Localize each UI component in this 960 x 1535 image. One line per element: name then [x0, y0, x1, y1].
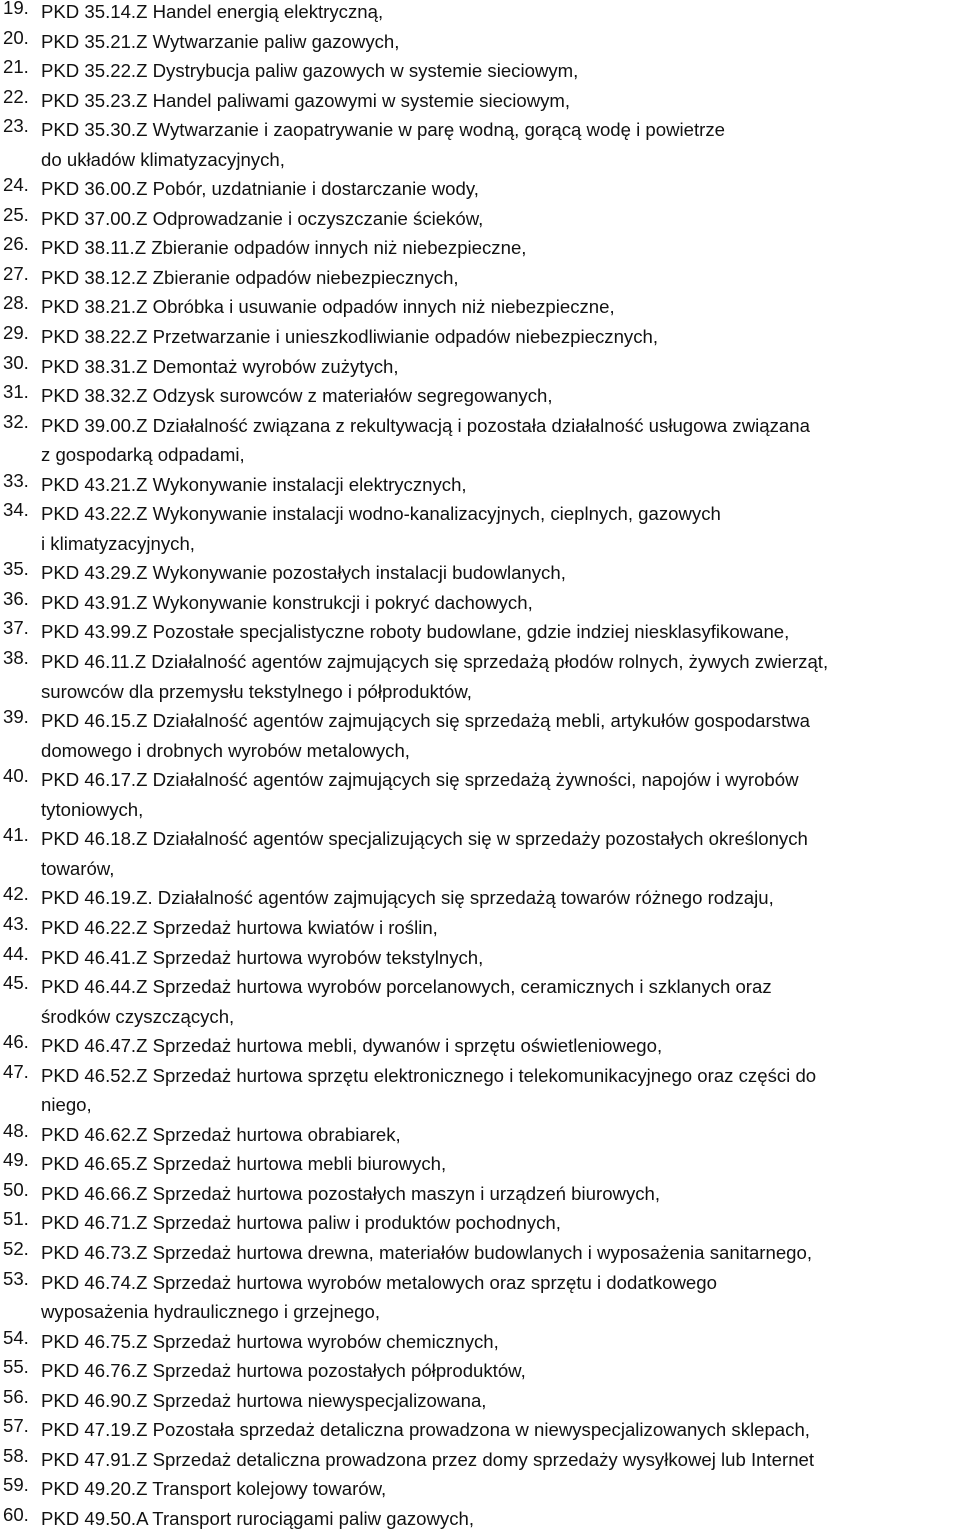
list-item-number: 54. — [3, 1326, 29, 1348]
list-item — [3, 1179, 958, 1209]
list-item-text — [41, 115, 958, 174]
list-item-text — [41, 913, 958, 943]
list-item — [3, 411, 958, 470]
list-item-text — [41, 1445, 958, 1475]
list-item-number: 46. — [3, 1031, 29, 1053]
list-item-number: 52. — [3, 1237, 29, 1259]
list-item — [3, 352, 958, 382]
list-item-text — [41, 1238, 958, 1268]
list-item-number: 27. — [3, 262, 29, 284]
pkd-entry-continuation-line: do układów klimatyzacyjnych, — [41, 148, 285, 170]
list-item-number: 57. — [3, 1415, 29, 1437]
list-item-number: 42. — [3, 883, 29, 905]
list-item — [3, 233, 958, 263]
pkd-entry-line: PKD 43.29.Z Wykonywanie pozostałych instalacji budowlanych, — [41, 562, 566, 584]
pkd-entry-line: PKD 46.76.Z Sprzedaż hurtowa pozostałych półproduktów, — [41, 1360, 526, 1382]
pkd-entry-line: PKD 46.22.Z Sprzedaż hurtowa kwiatów i roślin, — [41, 916, 438, 938]
list-item-text — [41, 1149, 958, 1179]
list-item-number: 58. — [3, 1444, 29, 1466]
list-item — [3, 1504, 958, 1534]
list-item — [3, 292, 958, 322]
list-item-text — [41, 352, 958, 382]
list-item-text — [41, 27, 958, 57]
list-item — [3, 617, 958, 647]
list-item — [3, 588, 958, 618]
pkd-entry-line: PKD 35.30.Z Wytwarzanie i zaopatrywanie w parę wodną, gorącą wodę i powietrze — [41, 119, 726, 141]
list-item-text — [41, 1327, 958, 1357]
list-item-text — [41, 765, 958, 824]
pkd-entry-line: PKD 47.19.Z Pozostała sprzedaż detaliczna prowadzona w niewyspecjalizowanych sklepach, — [41, 1419, 810, 1441]
pkd-entry-continuation-line: towarów, — [41, 857, 115, 879]
list-item-number: 21. — [3, 56, 29, 78]
list-item-number: 41. — [3, 824, 29, 846]
pkd-entry-line: PKD 46.73.Z Sprzedaż hurtowa drewna, materiałów budowlanych i wyposażenia sanitarnego, — [41, 1241, 813, 1263]
list-item-number: 28. — [3, 292, 29, 314]
list-item-text — [41, 1356, 958, 1386]
pkd-entry-line: PKD 43.99.Z Pozostałe specjalistyczne roboty budowlane, gdzie indziej niesklasyfikowane, — [41, 621, 790, 643]
pkd-entry-line: PKD 35.22.Z Dystrybucja paliw gazowych w systemie sieciowym, — [41, 60, 579, 82]
list-item — [3, 824, 958, 883]
list-item-number: 53. — [3, 1267, 29, 1289]
list-item — [3, 470, 958, 500]
pkd-entry-line: PKD 37.00.Z Odprowadzanie i oczyszczanie ścieków, — [41, 207, 484, 229]
list-item — [3, 1120, 958, 1150]
list-item-number: 20. — [3, 26, 29, 48]
pkd-entry-line: PKD 38.21.Z Obróbka i usuwanie odpadów innych niż niebezpieczne, — [41, 296, 615, 318]
pkd-entry-line: PKD 46.11.Z Działalność agentów zajmujących się sprzedażą płodów rolnych, żywych zwierząt, — [41, 651, 829, 673]
list-item-number: 32. — [3, 410, 29, 432]
list-item-number: 51. — [3, 1208, 29, 1230]
list-item-text — [41, 943, 958, 973]
list-item-text — [41, 972, 958, 1031]
list-item-text — [41, 1179, 958, 1209]
pkd-entry-line: PKD 38.11.Z Zbieranie odpadów innych niż niebezpieczne, — [41, 237, 527, 259]
pkd-entry-line: PKD 46.17.Z Działalność agentów zajmujących się sprzedażą żywności, napojów i wyrobów — [41, 769, 799, 791]
list-item-text — [41, 588, 958, 618]
list-item — [3, 86, 958, 116]
list-item-number: 47. — [3, 1060, 29, 1082]
list-item-number: 23. — [3, 115, 29, 137]
list-item-number: 55. — [3, 1356, 29, 1378]
pkd-entry-line: PKD 46.52.Z Sprzedaż hurtowa sprzętu elektronicznego i telekomunikacyjnego oraz części do — [41, 1064, 817, 1086]
pkd-entry-line: PKD 46.41.Z Sprzedaż hurtowa wyrobów tekstylnych, — [41, 946, 484, 968]
pkd-entry-line: PKD 35.23.Z Handel paliwami gazowymi w systemie sieciowym, — [41, 89, 571, 111]
list-item — [3, 204, 958, 234]
list-item — [3, 706, 958, 765]
list-item — [3, 1445, 958, 1475]
pkd-entry-line: PKD 43.22.Z Wykonywanie instalacji wodno-kanalizacyjnych, cieplnych, gazowych — [41, 503, 721, 525]
list-item — [3, 972, 958, 1031]
list-item — [3, 1268, 958, 1327]
pkd-entry-line: PKD 46.44.Z Sprzedaż hurtowa wyrobów porcelanowych, ceramicznych i szklanych oraz — [41, 976, 772, 998]
pkd-entry-continuation-line: z gospodarką odpadami, — [41, 444, 245, 466]
list-item — [3, 56, 958, 86]
list-item — [3, 1238, 958, 1268]
list-item-number: 60. — [3, 1503, 29, 1525]
list-item-text — [41, 56, 958, 86]
list-item — [3, 558, 958, 588]
list-item-text — [41, 1386, 958, 1416]
list-item — [3, 1386, 958, 1416]
list-item-text — [41, 86, 958, 116]
list-item-number: 39. — [3, 706, 29, 728]
list-item-number: 31. — [3, 381, 29, 403]
pkd-entry-continuation-line: surowców dla przemysłu tekstylnego i półproduktów, — [41, 680, 472, 702]
list-item-text — [41, 470, 958, 500]
list-item-text — [41, 0, 958, 27]
list-item-text — [41, 706, 958, 765]
list-item-text — [41, 1031, 958, 1061]
list-item — [3, 1208, 958, 1238]
pkd-entry-line: PKD 49.50.A Transport rurociągami paliw gazowych, — [41, 1507, 475, 1529]
list-item-text — [41, 233, 958, 263]
list-item-number: 49. — [3, 1149, 29, 1171]
list-item-number: 50. — [3, 1178, 29, 1200]
list-item-number: 33. — [3, 469, 29, 491]
list-item-text — [41, 322, 958, 352]
list-item-number: 35. — [3, 558, 29, 580]
pkd-entry-line: PKD 43.21.Z Wykonywanie instalacji elektrycznych, — [41, 473, 467, 495]
pkd-entry-continuation-line: tytoniowych, — [41, 798, 144, 820]
pkd-entry-continuation-line: i klimatyzacyjnych, — [41, 532, 195, 554]
list-item-number: 29. — [3, 322, 29, 344]
pkd-entry-line: PKD 38.22.Z Przetwarzanie i unieszkodliwianie odpadów niebezpiecznych, — [41, 326, 659, 348]
pkd-entry-line: PKD 47.91.Z Sprzedaż detaliczna prowadzona przez domy sprzedaży wysyłkowej lub Internet — [41, 1448, 815, 1470]
pkd-entry-line: PKD 46.65.Z Sprzedaż hurtowa mebli biurowych, — [41, 1153, 447, 1175]
pkd-entry-continuation-line: środków czyszczących, — [41, 1005, 235, 1027]
list-item — [3, 913, 958, 943]
list-item-number: 37. — [3, 617, 29, 639]
pkd-entry-line: PKD 38.12.Z Zbieranie odpadów niebezpiecznych, — [41, 266, 459, 288]
list-item — [3, 765, 958, 824]
pkd-entry-line: PKD 46.19.Z. Działalność agentów zajmujących się sprzedażą towarów różnego rodzaju, — [41, 887, 774, 909]
pkd-entry-line: PKD 49.20.Z Transport kolejowy towarów, — [41, 1478, 387, 1500]
pkd-entry-line: PKD 38.31.Z Demontaż wyrobów zużytych, — [41, 355, 399, 377]
list-item-number: 56. — [3, 1385, 29, 1407]
list-item-number: 22. — [3, 85, 29, 107]
list-item — [3, 943, 958, 973]
list-item-text — [41, 1061, 958, 1120]
pkd-entry-line: PKD 46.15.Z Działalność agentów zajmujących się sprzedażą mebli, artykułów gospodarstwa — [41, 710, 810, 732]
list-item-text — [41, 647, 958, 706]
list-item — [3, 27, 958, 57]
list-item-number: 30. — [3, 351, 29, 373]
pkd-entry-line: PKD 46.75.Z Sprzedaż hurtowa wyrobów chemicznych, — [41, 1330, 499, 1352]
list-item-text — [41, 1208, 958, 1238]
list-item-number: 43. — [3, 912, 29, 934]
list-item-text — [41, 174, 958, 204]
pkd-entry-continuation-line: domowego i drobnych wyrobów metalowych, — [41, 739, 410, 761]
list-item-text — [41, 1474, 958, 1504]
list-item — [3, 115, 958, 174]
pkd-entry-line: PKD 36.00.Z Pobór, uzdatnianie i dostarczanie wody, — [41, 178, 479, 200]
pkd-entry-line: PKD 46.90.Z Sprzedaż hurtowa niewyspecjalizowana, — [41, 1389, 487, 1411]
pkd-entry-line: PKD 46.71.Z Sprzedaż hurtowa paliw i produktów pochodnych, — [41, 1212, 561, 1234]
pkd-code-list — [3, 0, 958, 1533]
list-item-number: 45. — [3, 972, 29, 994]
list-item-number: 19. — [3, 0, 29, 18]
list-item — [3, 1415, 958, 1445]
list-item — [3, 1327, 958, 1357]
list-item — [3, 1061, 958, 1120]
list-item — [3, 263, 958, 293]
list-item — [3, 647, 958, 706]
list-item-text — [41, 1120, 958, 1150]
list-item-number: 34. — [3, 499, 29, 521]
list-item — [3, 1149, 958, 1179]
list-item-text — [41, 558, 958, 588]
list-item-text — [41, 1268, 958, 1327]
pkd-entry-line: PKD 43.91.Z Wykonywanie konstrukcji i pokryć dachowych, — [41, 591, 533, 613]
list-item-text — [41, 617, 958, 647]
list-item — [3, 1031, 958, 1061]
list-item-text — [41, 204, 958, 234]
pkd-entry-line: PKD 35.14.Z Handel energią elektryczną, — [41, 1, 384, 22]
pkd-entry-line: PKD 39.00.Z Działalność związana z rekultywacją i pozostała działalność usługowa związana — [41, 414, 810, 436]
list-item — [3, 1474, 958, 1504]
list-item-number: 38. — [3, 647, 29, 669]
pkd-entry-continuation-line: niego, — [41, 1094, 92, 1116]
list-item-text — [41, 499, 958, 558]
list-item — [3, 381, 958, 411]
list-item — [3, 1356, 958, 1386]
pkd-entry-line: PKD 35.21.Z Wytwarzanie paliw gazowych, — [41, 30, 400, 52]
pkd-entry-line: PKD 46.18.Z Działalność agentów specjalizujących się w sprzedaży pozostałych określonych — [41, 828, 808, 850]
list-item-text — [41, 1415, 958, 1445]
list-item-text — [41, 411, 958, 470]
list-item — [3, 499, 958, 558]
list-item-number: 36. — [3, 587, 29, 609]
list-item — [3, 0, 958, 27]
list-item-text — [41, 824, 958, 883]
list-item-text — [41, 1504, 958, 1534]
list-item — [3, 883, 958, 913]
pkd-entry-line: PKD 38.32.Z Odzysk surowców z materiałów segregowanych, — [41, 385, 553, 407]
list-item-number: 48. — [3, 1119, 29, 1141]
list-item-number: 40. — [3, 765, 29, 787]
list-item-number: 59. — [3, 1474, 29, 1496]
list-item-number: 25. — [3, 203, 29, 225]
pkd-entry-line: PKD 46.62.Z Sprzedaż hurtowa obrabiarek, — [41, 1123, 401, 1145]
list-item — [3, 322, 958, 352]
list-item-text — [41, 292, 958, 322]
list-item-text — [41, 263, 958, 293]
list-item-text — [41, 883, 958, 913]
pkd-entry-line: PKD 46.74.Z Sprzedaż hurtowa wyrobów metalowych oraz sprzętu i dodatkowego — [41, 1271, 717, 1293]
list-item-number: 26. — [3, 233, 29, 255]
list-item-number: 44. — [3, 942, 29, 964]
list-item-number: 24. — [3, 174, 29, 196]
pkd-entry-line: PKD 46.47.Z Sprzedaż hurtowa mebli, dywanów i sprzętu oświetleniowego, — [41, 1035, 663, 1057]
list-item-text — [41, 381, 958, 411]
list-item — [3, 174, 958, 204]
pkd-entry-continuation-line: wyposażenia hydraulicznego i grzejnego, — [41, 1301, 381, 1323]
pkd-entry-line: PKD 46.66.Z Sprzedaż hurtowa pozostałych maszyn i urządzeń biurowych, — [41, 1182, 661, 1204]
